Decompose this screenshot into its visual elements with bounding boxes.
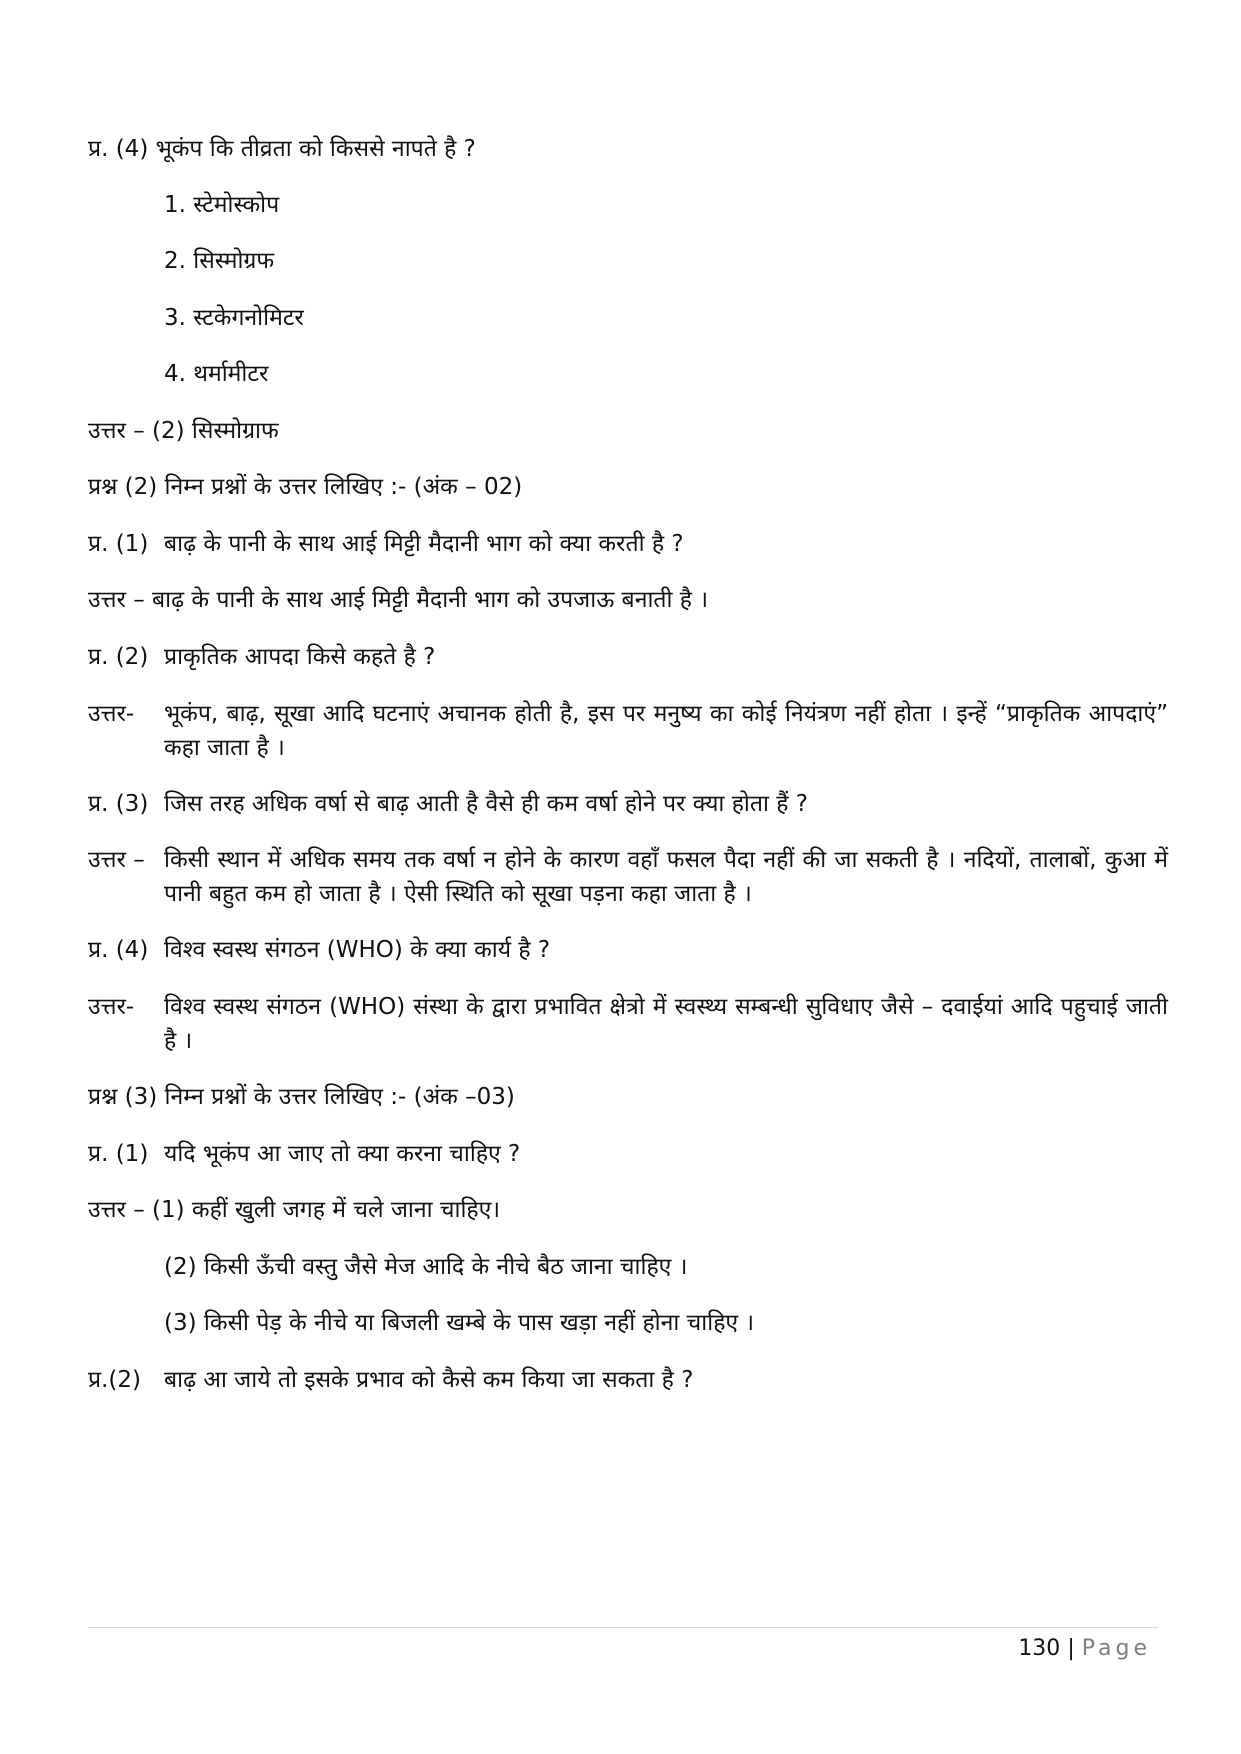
question-4-heading: प्र. (4) भूकंप कि तीव्रता को किससे नापते है ?	[88, 136, 476, 162]
question-text: बाढ़ के पानी के साथ आई मिट्टी मैदानी भाग को क्या करती है ?	[164, 531, 684, 557]
section-3-heading: प्रश्न (3) निम्न प्रश्नों के उत्तर लिखिए :- (अंक –03)	[88, 1084, 515, 1110]
answer-prefix: उत्तर –	[88, 847, 145, 873]
section-3-answer-1-point-2: (2) किसी ऊँची वस्तु जैसे मेज आदि के नीचे बैठ जाना चाहिए ।	[164, 1254, 688, 1280]
question-prefix: प्र.(2)	[88, 1367, 141, 1393]
page-label: Page	[1081, 1636, 1151, 1661]
question-text: विश्व स्वस्थ संगठन (WHO) के क्या कार्य है ?	[164, 937, 551, 963]
question-text: जिस तरह अधिक वर्षा से बाढ़ आती है वैसे ही कम वर्षा होने पर क्या होता हैं ?	[164, 791, 808, 817]
question-text: यदि भूकंप आ जाए तो क्या करना चाहिए ?	[164, 1141, 521, 1167]
answer-prefix: उत्तर-	[88, 994, 135, 1020]
page-footer	[1018, 1634, 1151, 1664]
option-2: 2. सिस्मोग्रफ	[164, 248, 275, 274]
option-3: 3. स्टकेगनोमिटर	[164, 305, 304, 331]
section-3-answer-1-line-1: उत्तर – (1) कहीं खुली जगह में चले जाना चाहिए।	[88, 1197, 501, 1223]
answer-text: भूकंप, बाढ़, सूखा आदि घटनाएं अचानक होती है, इस पर मनुष्य का कोई नियंत्रण नहीं होता । इन्हें “प्राकृतिक आपदाएं” कहा जाता है ।	[164, 701, 1168, 761]
answer-prefix: उत्तर-	[88, 701, 135, 727]
question-prefix: प्र. (4)	[88, 937, 149, 963]
option-4: 4. थर्मामीटर	[164, 361, 269, 387]
question-text: बाढ़ आ जाये तो इसके प्रभाव को कैसे कम किया जा सकता है ?	[164, 1367, 694, 1393]
section-2-answer-2	[88, 697, 1168, 765]
section-2-heading: प्रश्न (2) निम्न प्रश्नों के उत्तर लिखिए :- (अंक – 02)	[88, 474, 523, 500]
section-2-answer-1: उत्तर – बाढ़ के पानी के साथ आई मिट्टी मैदानी भाग को उपजाऊ बनाती है ।	[88, 587, 709, 613]
footer-separator: |	[1067, 1636, 1075, 1661]
section-3-answer-1-point-3: (3) किसी पेड़ के नीचे या बिजली खम्बे के पास खड़ा नहीं होना चाहिए ।	[164, 1310, 755, 1336]
question-prefix: प्र. (3)	[88, 791, 149, 817]
section-2-answer-3	[88, 843, 1168, 911]
answer-text: किसी स्थान में अधिक समय तक वर्षा न होने के कारण वहाँ फसल पैदा नहीं की जा सकती है । नदियों, तालाबों, कुआ में पानी बहुत कम हो जाता है । ऐसी स्थिति को सूखा पड़ना कहा जाता है ।	[164, 847, 1168, 907]
question-text: प्राकृतिक आपदा किसे कहते है ?	[164, 644, 436, 670]
question-4-answer: उत्तर – (2) सिस्मोग्राफ	[88, 418, 279, 444]
page-number: 130	[1018, 1636, 1061, 1661]
section-2-answer-4	[88, 990, 1168, 1058]
option-1: 1. स्टेमोस्कोप	[164, 192, 280, 218]
question-prefix: प्र. (1)	[88, 531, 149, 557]
question-prefix: प्र. (2)	[88, 644, 149, 670]
question-prefix: प्र. (1)	[88, 1141, 149, 1167]
footer-divider	[88, 1627, 1158, 1628]
answer-text: विश्व स्वस्थ संगठन (WHO) संस्था के द्वारा प्रभावित क्षेत्रो में स्वस्थ्य सम्बन्धी सुविधाए जैसे – दवाईयां आदि पहुचाई जाती है ।	[164, 994, 1168, 1054]
